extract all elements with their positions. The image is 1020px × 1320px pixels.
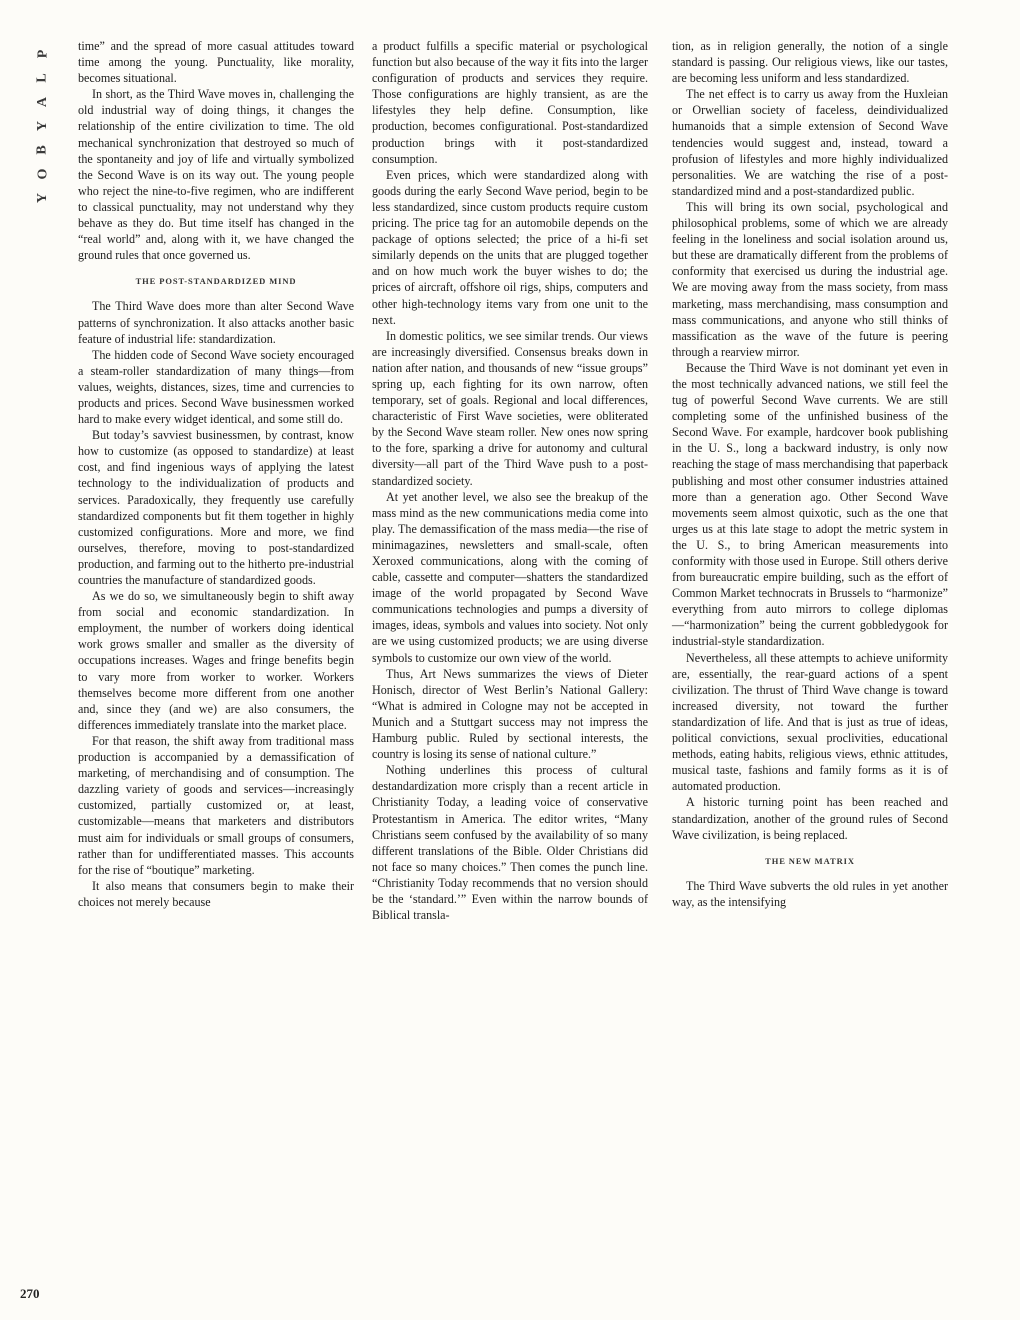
paragraph: The Third Wave subverts the old rules in yet another way, as the intensifying bbox=[672, 878, 948, 909]
paragraph: The hidden code of Second Wave society encouraged a steam-roller standardization of many things—from values, weights, distances, sizes, time and currencies to products and prices. Second Wave businessmen worked hard to make every widget identical, and some still do. bbox=[78, 347, 354, 427]
paragraph: tion, as in religion generally, the notion of a single standard is passing. Our religious views, like our tastes, are becoming less uniform and less standardized. bbox=[672, 39, 948, 86]
paragraph: The Third Wave does more than alter Second Wave patterns of synchronization. It also attacks another basic feature of industrial life: standardization. bbox=[78, 299, 354, 346]
paragraph: For that reason, the shift away from traditional mass production is accompanied by a demassification of marketing, of merchandising and of consumption. The dazzling variety of goods and services—increasingly customized, partially customized or, at least, customizable—means that marketers and distributors must aim for individuals or small groups of consumers, rather than for undifferentiated masses. This accounts for the rise of “boutique” marketing. bbox=[78, 733, 354, 877]
paragraph: The net effect is to carry us away from the Huxleian or Orwellian society of faceless, deindividualized humanoids that a simple extension of Second Wave tendencies would suggest and, instead, toward a profusion of lifestyles and more highly individualized personalities. We are watching the rise of a post-standardized mind and a post-standardized public. bbox=[672, 87, 948, 198]
section-heading: THE POST-STANDARDIZED MIND bbox=[135, 276, 297, 287]
paragraph: Even prices, which were standardized along with goods during the early Second Wave period, begin to be less standardized, since custom products require custom pricing. The price tag for an automobile depends on the package of options selected; the price of a hi-fi set similarly depends on the units that are plugged together and on how much work the buyer wishes to do; the prices of aircraft, offshore oil rigs, ships, computers and other high-technology items vary from one unit to the next. bbox=[372, 167, 648, 327]
paragraph: Because the Third Wave is not dominant yet even in the most technically advanced nations, we still feel the tug of powerful Second Wave currents. We are still completing some of the unfinished business of the Second Wave. For example, hardcover book publishing in the U. S., long a backward industry, is only now reaching the stage of mass merchandising that paperback publishing and most other consumer industries attained more than a generation ago. Other Second Wave movements seem almost quixotic, such as the one that urges us at this late stage to adopt the metric system in the U. S., to bring American measurements into conformity with those used in Europe. Still others derive from bureaucratic empire building, such as the effort of Common Market technocrats in Brussels to “harmonize” everything from auto mirrors to college diplomas—“harmonization” being the current gobbledygook for industrial-style standardization. bbox=[672, 360, 948, 649]
paragraph: This will bring its own social, psychological and philosophical problems, some of which we are already feeling in the loneliness and social isolation around us, but these are dramatically different from the problems of conformity that exercised us during the industrial age. We are moving away from the mass society, from mass marketing, mass merchandising, mass consumption and mass communications, and anyone who still thinks of massification as the wave of the future is peering through a rearview mirror. bbox=[672, 199, 948, 359]
paragraph: a product fulfills a specific material or psychological function but also because of the way it fits into the larger configuration of products and services they require. Those configurations are highly transient, as are the lifestyles they help define. Consumption, like production, becomes configurational. Post-standardized production brings with it post-standardized consumption. bbox=[372, 39, 648, 166]
paragraph: In domestic politics, we see similar trends. Our views are increasingly diversified. Consensus breaks down in nation after nation, and thousands of new “issue groups” spring up, each fighting for its own narrow, often temporary, set of goals. Regional and local differences, characteristic of First Wave societies, were obliterated by the Second Wave steam roller. New ones now spring to the fore, sparking a drive for autonomy and cultural diversity—all part of the Third Wave push to a post-standardized society. bbox=[372, 328, 648, 488]
section-heading: THE NEW MATRIX bbox=[765, 855, 855, 866]
text-column-1 bbox=[78, 38, 354, 910]
page-number: 270 bbox=[20, 1286, 40, 1301]
paragraph: In short, as the Third Wave moves in, challenging the old industrial way of doing things, it changes the relationship of the entire civilization to time. The old mechanical synchronization that destroyed so much of the spontaneity and joy of life and virtually symbolized the Second Wave is on its way out. The young people who reject the nine-to-five regimen, who are indifferent to classical punctuality, may not understand why they behave as they do. But time itself has changed in the “real world” and, along with it, we have changed the ground rules that once governed us. bbox=[78, 87, 354, 263]
paragraph: Nothing underlines this process of cultural destandardization more crisply than a recent article in Christianity Today, a leading voice of conservative Protestantism in America. The editor writes, “Many Christians seem confused by the availability of so many different translations of the Bible. Older Christians did not face so many choices.” Then comes the punch line. “Christianity Today recommends that no version should be the ‘standard.’” Even within the narrow bounds of Biblical transla- bbox=[372, 763, 648, 923]
masthead-letter: Y bbox=[35, 192, 50, 204]
paragraph: Nevertheless, all these attempts to achieve uniformity are, essentially, the rear-guard actions of a spent civilization. The thrust of Third Wave change is toward increased diversity, not toward the further standardization of life. And that is just as true of ideas, political convictions, sexual proclivities, educational methods, eating habits, religious views, ethnic attitudes, musical taste, fashions and family forms as it is of automated production. bbox=[672, 650, 948, 794]
paragraph: time” and the spread of more casual attitudes toward time among the young. Punctuality, like morality, becomes situational. bbox=[78, 39, 354, 86]
masthead-letter: P bbox=[35, 49, 50, 59]
text-column-3 bbox=[672, 38, 948, 910]
paragraph: As we do so, we simultaneously begin to shift away from social and economic standardization. In employment, the number of workers doing identical work grows smaller and smaller as the diversity of occupations increases. Wages and fringe benefits begin to vary more from worker to worker. Workers themselves become more different from one another and, since they (and we) are also consumers, the differences immediately translate into the market place. bbox=[78, 589, 354, 732]
paragraph: It also means that consumers begin to make their choices not merely because bbox=[78, 878, 354, 909]
masthead-letter: Y bbox=[35, 120, 50, 132]
text-column-2 bbox=[372, 38, 648, 923]
masthead-letter: O bbox=[34, 168, 50, 180]
masthead bbox=[30, 42, 56, 210]
masthead-letter: L bbox=[35, 73, 50, 83]
masthead-letter: B bbox=[35, 145, 50, 155]
paragraph: At yet another level, we also see the breakup of the mass mind as the new communications media come into play. The demassification of the mass media—the rise of minimagazines, newsletters and small-scale, often Xeroxed communications, along with the coming of cable, cassette and computer—shatters the standardized image of the world propagated by Second Wave communications technologies and pumps a diversity of images, ideas, symbols and values into society. Not only are we using customized products; we are using diverse symbols to customize our own view of the world. bbox=[372, 489, 648, 665]
paragraph: But today’s savviest businessmen, by contrast, know how to customize (as opposed to standardize) at least cost, and find ingenious ways of applying the latest technology to the individualization of products and services. Paradoxically, they frequently use carefully standardized components but fit them together in highly customized configurations. More and more, we find ourselves, therefore, moving to post-standardized production, and farming out to the hitherto pre-industrial countries the manufacture of standardized goods. bbox=[78, 428, 354, 587]
paragraph: Thus, Art News summarizes the views of Dieter Honisch, director of West Berlin’s National Gallery: “What is admired in Cologne may not be accepted in Munich and a Stuttgart success may not impress the Hamburg public. Ruled by sectional interests, the country is losing its sense of national culture.” bbox=[372, 666, 648, 762]
paragraph: A historic turning point has been reached and standardization, another of the ground rules of Second Wave civilization, is being replaced. bbox=[672, 795, 948, 842]
masthead-letter: A bbox=[35, 96, 50, 108]
